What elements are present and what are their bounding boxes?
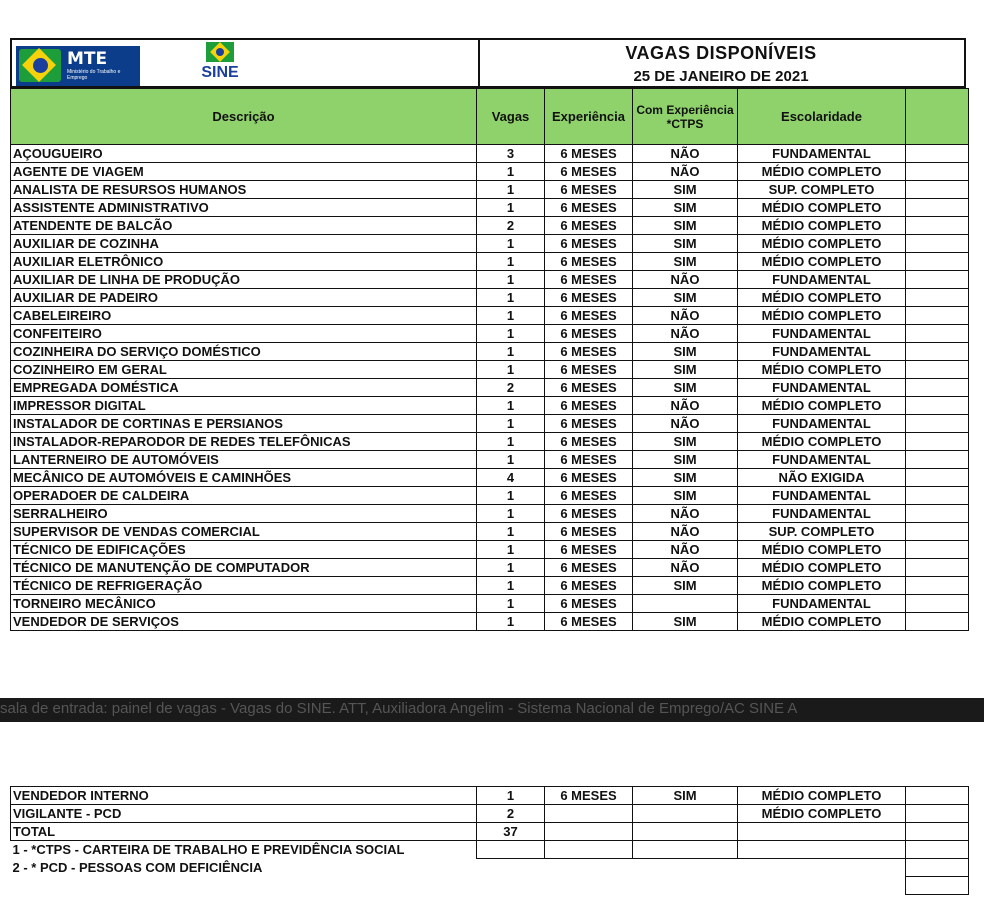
cell-ctps: NÃO bbox=[633, 559, 738, 577]
table-row bbox=[11, 289, 969, 307]
cell-blank bbox=[906, 559, 969, 577]
table-row bbox=[11, 451, 969, 469]
cell-descricao: AUXILIAR ELETRÔNICO bbox=[11, 253, 477, 271]
col-header-ctps-label: Com Experiência *CTPS bbox=[636, 102, 734, 131]
cell-vagas: 2 bbox=[477, 217, 545, 235]
cell-experiencia: 6 MESES bbox=[545, 451, 633, 469]
cell-blank bbox=[906, 145, 969, 163]
cell-vagas: 1 bbox=[477, 325, 545, 343]
table-row bbox=[11, 253, 969, 271]
cell-descricao: ATENDENTE DE BALCÃO bbox=[11, 217, 477, 235]
table-row bbox=[11, 163, 969, 181]
cell-blank bbox=[906, 271, 969, 289]
cell-experiencia: 6 MESES bbox=[545, 613, 633, 631]
cell-escolaridade: MÉDIO COMPLETO bbox=[738, 199, 906, 217]
footnote: 1 - *CTPS - CARTEIRA DE TRABALHO E PREVIDÊNCIA SOCIAL bbox=[12, 841, 405, 857]
cell-blank bbox=[906, 577, 969, 595]
cell-descricao: AÇOUGUEIRO bbox=[11, 145, 477, 163]
vacancies-table-continued bbox=[10, 786, 969, 895]
cell-blank bbox=[906, 397, 969, 415]
cell-vagas: 1 bbox=[477, 487, 545, 505]
cell-blank bbox=[906, 613, 969, 631]
table-row bbox=[11, 199, 969, 217]
cell-vagas: 1 bbox=[477, 181, 545, 199]
cell-ctps: SIM bbox=[633, 487, 738, 505]
cell-experiencia bbox=[545, 805, 633, 823]
cell-experiencia: 6 MESES bbox=[545, 307, 633, 325]
cell-ctps: NÃO bbox=[633, 541, 738, 559]
cell-escolaridade: MÉDIO COMPLETO bbox=[738, 613, 906, 631]
table-row bbox=[11, 307, 969, 325]
cell-escolaridade: NÃO EXIGIDA bbox=[738, 469, 906, 487]
cell-empty bbox=[633, 877, 738, 895]
col-header-ctps bbox=[633, 89, 738, 145]
vacancies-table bbox=[10, 88, 969, 631]
cell-experiencia: 6 MESES bbox=[545, 433, 633, 451]
table-row bbox=[11, 613, 969, 631]
cell-descricao: TÉCNICO DE MANUTENÇÃO DE COMPUTADOR bbox=[11, 559, 477, 577]
cell-ctps: SIM bbox=[633, 787, 738, 805]
cell-escolaridade: MÉDIO COMPLETO bbox=[738, 577, 906, 595]
table-row bbox=[11, 433, 969, 451]
cell-ctps: NÃO bbox=[633, 523, 738, 541]
cell-descricao: TORNEIRO MECÂNICO bbox=[11, 595, 477, 613]
table-row bbox=[11, 487, 969, 505]
cell-descricao: COZINHEIRO EM GERAL bbox=[11, 361, 477, 379]
table-row bbox=[11, 559, 969, 577]
cell-blank bbox=[906, 253, 969, 271]
cell-descricao: EMPREGADA DOMÉSTICA bbox=[11, 379, 477, 397]
cell-ctps: SIM bbox=[633, 613, 738, 631]
col-header-escolaridade: Escolaridade bbox=[738, 89, 906, 145]
cell-blank bbox=[906, 841, 969, 859]
sine-logo-text: SINE bbox=[201, 64, 239, 81]
cell-ctps: SIM bbox=[633, 253, 738, 271]
sine-logo bbox=[190, 42, 250, 88]
cell-blank bbox=[906, 181, 969, 199]
overlay-band bbox=[0, 698, 984, 722]
cell-experiencia: 6 MESES bbox=[545, 577, 633, 595]
cell-empty bbox=[738, 859, 906, 877]
cell-vagas: 1 bbox=[477, 271, 545, 289]
cell-blank bbox=[906, 541, 969, 559]
cell-experiencia: 6 MESES bbox=[545, 559, 633, 577]
cell-ctps bbox=[633, 823, 738, 841]
cell-descricao: AGENTE DE VIAGEM bbox=[11, 163, 477, 181]
cell-ctps: SIM bbox=[633, 451, 738, 469]
cell-blank bbox=[906, 307, 969, 325]
brazil-flag-icon bbox=[19, 49, 61, 82]
cell-experiencia: 6 MESES bbox=[545, 199, 633, 217]
cell-vagas: 4 bbox=[477, 469, 545, 487]
cell-ctps: NÃO bbox=[633, 271, 738, 289]
cell-vagas: 1 bbox=[477, 253, 545, 271]
cell-descricao: IMPRESSOR DIGITAL bbox=[11, 397, 477, 415]
table-row bbox=[11, 787, 969, 805]
cell-descricao: INSTALADOR DE CORTINAS E PERSIANOS bbox=[11, 415, 477, 433]
cell-ctps: NÃO bbox=[633, 307, 738, 325]
cell-escolaridade: MÉDIO COMPLETO bbox=[738, 235, 906, 253]
cell-experiencia: 6 MESES bbox=[545, 163, 633, 181]
cell-ctps: NÃO bbox=[633, 163, 738, 181]
cell-experiencia: 6 MESES bbox=[545, 325, 633, 343]
cell-ctps: SIM bbox=[633, 181, 738, 199]
cell-blank bbox=[906, 787, 969, 805]
cell-experiencia: 6 MESES bbox=[545, 415, 633, 433]
cell-escolaridade: FUNDAMENTAL bbox=[738, 451, 906, 469]
cell-experiencia: 6 MESES bbox=[545, 541, 633, 559]
cell-blank bbox=[906, 469, 969, 487]
cell-vagas: 1 bbox=[477, 397, 545, 415]
cell-escolaridade: FUNDAMENTAL bbox=[738, 595, 906, 613]
cell-escolaridade: MÉDIO COMPLETO bbox=[738, 307, 906, 325]
cell-ctps: SIM bbox=[633, 361, 738, 379]
mte-logo bbox=[16, 46, 140, 86]
cell-descricao: ANALISTA DE RESURSOS HUMANOS bbox=[11, 181, 477, 199]
cell-experiencia: 6 MESES bbox=[545, 397, 633, 415]
cell-escolaridade: FUNDAMENTAL bbox=[738, 379, 906, 397]
cell-blank bbox=[906, 163, 969, 181]
cell-blank bbox=[906, 325, 969, 343]
cell-escolaridade: MÉDIO COMPLETO bbox=[738, 805, 906, 823]
cell-blank bbox=[906, 877, 969, 895]
cell-experiencia: 6 MESES bbox=[545, 271, 633, 289]
cell-blank bbox=[906, 361, 969, 379]
cell-ctps: SIM bbox=[633, 433, 738, 451]
cell-escolaridade: FUNDAMENTAL bbox=[738, 145, 906, 163]
cell-descricao: VENDEDOR DE SERVIÇOS bbox=[11, 613, 477, 631]
logo-area bbox=[12, 40, 480, 86]
cell-descricao: LANTERNEIRO DE AUTOMÓVEIS bbox=[11, 451, 477, 469]
cell-escolaridade: FUNDAMENTAL bbox=[738, 505, 906, 523]
cell-escolaridade: FUNDAMENTAL bbox=[738, 487, 906, 505]
col-header-experiencia: Experiência bbox=[545, 89, 633, 145]
cell-descricao: AUXILIAR DE COZINHA bbox=[11, 235, 477, 253]
sheet-header bbox=[10, 38, 966, 88]
cell-experiencia: 6 MESES bbox=[545, 505, 633, 523]
cell-vagas: 1 bbox=[477, 523, 545, 541]
mte-logo-subtitle: Ministério do Trabalho e Emprego bbox=[67, 69, 121, 81]
note-row bbox=[11, 877, 969, 895]
cell-descricao: CONFEITEIRO bbox=[11, 325, 477, 343]
mte-logo-text: MTE bbox=[67, 49, 108, 69]
cell-escolaridade: FUNDAMENTAL bbox=[738, 271, 906, 289]
cell-experiencia: 6 MESES bbox=[545, 787, 633, 805]
table-row bbox=[11, 217, 969, 235]
table-row bbox=[11, 805, 969, 823]
cell-descricao: MECÂNICO DE AUTOMÓVEIS E CAMINHÕES bbox=[11, 469, 477, 487]
cell-experiencia: 6 MESES bbox=[545, 235, 633, 253]
cell-experiencia: 6 MESES bbox=[545, 469, 633, 487]
cell-ctps: SIM bbox=[633, 217, 738, 235]
cell-escolaridade: MÉDIO COMPLETO bbox=[738, 217, 906, 235]
cell-vagas: 1 bbox=[477, 613, 545, 631]
table-body-continued bbox=[11, 787, 969, 895]
cell-experiencia: 6 MESES bbox=[545, 487, 633, 505]
cell-experiencia: 6 MESES bbox=[545, 379, 633, 397]
table-row bbox=[11, 415, 969, 433]
cell-blank bbox=[906, 433, 969, 451]
cell-ctps: SIM bbox=[633, 577, 738, 595]
footnote: 2 - * PCD - PESSOAS COM DEFICIÊNCIA bbox=[12, 859, 263, 875]
cell-escolaridade: MÉDIO COMPLETO bbox=[738, 433, 906, 451]
cell-empty bbox=[477, 877, 545, 895]
cell-vagas: 1 bbox=[477, 415, 545, 433]
cell-experiencia: 6 MESES bbox=[545, 253, 633, 271]
cell-escolaridade: MÉDIO COMPLETO bbox=[738, 397, 906, 415]
cell-escolaridade: MÉDIO COMPLETO bbox=[738, 163, 906, 181]
cell-ctps: SIM bbox=[633, 289, 738, 307]
cell-descricao: ASSISTENTE ADMINISTRATIVO bbox=[11, 199, 477, 217]
cell-blank bbox=[906, 487, 969, 505]
cell-experiencia: 6 MESES bbox=[545, 343, 633, 361]
cell-descricao: TOTAL bbox=[11, 823, 477, 841]
note-row bbox=[11, 841, 969, 859]
cell-vagas: 1 bbox=[477, 541, 545, 559]
cell-vagas: 1 bbox=[477, 595, 545, 613]
cell-ctps: SIM bbox=[633, 199, 738, 217]
cell-descricao: AUXILIAR DE PADEIRO bbox=[11, 289, 477, 307]
cell-ctps: SIM bbox=[633, 235, 738, 253]
cell-escolaridade: MÉDIO COMPLETO bbox=[738, 787, 906, 805]
cell-experiencia: 6 MESES bbox=[545, 523, 633, 541]
overlay-band-text: sala de entrada: painel de vagas - Vagas do SINE. ATT, Auxiliadora Angelim - Sistema Nacional de Emprego/AC SINE A bbox=[0, 700, 798, 717]
cell-blank bbox=[906, 805, 969, 823]
cell-blank bbox=[906, 379, 969, 397]
cell-blank bbox=[906, 523, 969, 541]
cell-vagas: 1 bbox=[477, 433, 545, 451]
cell-blank bbox=[906, 451, 969, 469]
cell-vagas: 1 bbox=[477, 787, 545, 805]
cell-escolaridade: MÉDIO COMPLETO bbox=[738, 559, 906, 577]
table-row bbox=[11, 343, 969, 361]
cell-empty bbox=[545, 877, 633, 895]
cell-blank bbox=[906, 415, 969, 433]
cell-empty bbox=[545, 841, 633, 859]
cell-vagas: 1 bbox=[477, 505, 545, 523]
cell-empty bbox=[11, 877, 477, 895]
brazil-flag-icon bbox=[206, 42, 234, 62]
cell-ctps: NÃO bbox=[633, 505, 738, 523]
cell-experiencia: 6 MESES bbox=[545, 289, 633, 307]
cell-experiencia: 6 MESES bbox=[545, 145, 633, 163]
col-header-vagas: Vagas bbox=[477, 89, 545, 145]
table-body bbox=[11, 145, 969, 631]
cell-vagas: 1 bbox=[477, 361, 545, 379]
table-row bbox=[11, 397, 969, 415]
cell-empty bbox=[633, 841, 738, 859]
cell-vagas: 1 bbox=[477, 577, 545, 595]
cell-experiencia: 6 MESES bbox=[545, 361, 633, 379]
cell-blank bbox=[906, 235, 969, 253]
cell-experiencia bbox=[545, 823, 633, 841]
note-row bbox=[11, 859, 969, 877]
page-title: VAGAS DISPONÍVEIS bbox=[625, 43, 817, 63]
cell-experiencia: 6 MESES bbox=[545, 595, 633, 613]
table-row bbox=[11, 823, 969, 841]
cell-vagas: 37 bbox=[477, 823, 545, 841]
cell-empty bbox=[477, 859, 545, 877]
cell-vagas: 1 bbox=[477, 163, 545, 181]
cell-vagas: 1 bbox=[477, 199, 545, 217]
cell-blank bbox=[906, 289, 969, 307]
cell-empty bbox=[477, 841, 545, 859]
page-date: 25 DE JANEIRO DE 2021 bbox=[633, 68, 809, 85]
cell-escolaridade bbox=[738, 823, 906, 841]
cell-descricao: SUPERVISOR DE VENDAS COMERCIAL bbox=[11, 523, 477, 541]
cell-descricao: TÉCNICO DE REFRIGERAÇÃO bbox=[11, 577, 477, 595]
cell-descricao: COZINHEIRA DO SERVIÇO DOMÉSTICO bbox=[11, 343, 477, 361]
cell-escolaridade: MÉDIO COMPLETO bbox=[738, 361, 906, 379]
title-box bbox=[478, 40, 964, 86]
cell-blank bbox=[906, 595, 969, 613]
cell-experiencia: 6 MESES bbox=[545, 181, 633, 199]
cell-empty bbox=[738, 841, 906, 859]
col-header-descricao: Descrição bbox=[11, 89, 477, 145]
cell-ctps bbox=[633, 595, 738, 613]
table-row bbox=[11, 577, 969, 595]
cell-blank bbox=[906, 199, 969, 217]
cell-ctps: NÃO bbox=[633, 397, 738, 415]
cell-vagas: 2 bbox=[477, 379, 545, 397]
table-row bbox=[11, 505, 969, 523]
table-row bbox=[11, 469, 969, 487]
cell-blank bbox=[906, 859, 969, 877]
cell-vagas: 1 bbox=[477, 343, 545, 361]
cell-vagas: 1 bbox=[477, 235, 545, 253]
cell-blank bbox=[906, 505, 969, 523]
cell-escolaridade: SUP. COMPLETO bbox=[738, 181, 906, 199]
cell-vagas: 1 bbox=[477, 451, 545, 469]
table-row bbox=[11, 235, 969, 253]
cell-empty bbox=[738, 877, 906, 895]
cell-ctps: SIM bbox=[633, 379, 738, 397]
cell-ctps: SIM bbox=[633, 343, 738, 361]
table-row bbox=[11, 361, 969, 379]
table-row bbox=[11, 523, 969, 541]
cell-descricao: SERRALHEIRO bbox=[11, 505, 477, 523]
cell-vagas: 3 bbox=[477, 145, 545, 163]
cell-descricao: AUXILIAR DE LINHA DE PRODUÇÃO bbox=[11, 271, 477, 289]
col-header-blank bbox=[906, 89, 969, 145]
cell-empty bbox=[545, 859, 633, 877]
cell-descricao: INSTALADOR-REPARODOR DE REDES TELEFÔNICAS bbox=[11, 433, 477, 451]
cell-empty bbox=[633, 859, 738, 877]
cell-vagas: 1 bbox=[477, 289, 545, 307]
cell-descricao: VIGILANTE - PCD bbox=[11, 805, 477, 823]
cell-ctps: SIM bbox=[633, 469, 738, 487]
cell-escolaridade: SUP. COMPLETO bbox=[738, 523, 906, 541]
cell-blank bbox=[906, 823, 969, 841]
table-row bbox=[11, 181, 969, 199]
cell-escolaridade: MÉDIO COMPLETO bbox=[738, 253, 906, 271]
table-row bbox=[11, 271, 969, 289]
cell-blank bbox=[906, 343, 969, 361]
table-row bbox=[11, 325, 969, 343]
cell-descricao: VENDEDOR INTERNO bbox=[11, 787, 477, 805]
table-row bbox=[11, 145, 969, 163]
table-header-row bbox=[11, 89, 969, 145]
cell-blank bbox=[906, 217, 969, 235]
cell-vagas: 1 bbox=[477, 559, 545, 577]
cell-ctps bbox=[633, 805, 738, 823]
cell-ctps: NÃO bbox=[633, 325, 738, 343]
cell-descricao: TÉCNICO DE EDIFICAÇÕES bbox=[11, 541, 477, 559]
cell-descricao: CABELEIREIRO bbox=[11, 307, 477, 325]
table-row bbox=[11, 541, 969, 559]
cell-ctps: NÃO bbox=[633, 145, 738, 163]
table-row bbox=[11, 379, 969, 397]
cell-escolaridade: MÉDIO COMPLETO bbox=[738, 289, 906, 307]
cell-escolaridade: MÉDIO COMPLETO bbox=[738, 541, 906, 559]
cell-vagas: 2 bbox=[477, 805, 545, 823]
cell-descricao: OPERADOER DE CALDEIRA bbox=[11, 487, 477, 505]
cell-escolaridade: FUNDAMENTAL bbox=[738, 415, 906, 433]
cell-escolaridade: FUNDAMENTAL bbox=[738, 325, 906, 343]
cell-ctps: NÃO bbox=[633, 415, 738, 433]
cell-escolaridade: FUNDAMENTAL bbox=[738, 343, 906, 361]
cell-experiencia: 6 MESES bbox=[545, 217, 633, 235]
cell-vagas: 1 bbox=[477, 307, 545, 325]
table-row bbox=[11, 595, 969, 613]
